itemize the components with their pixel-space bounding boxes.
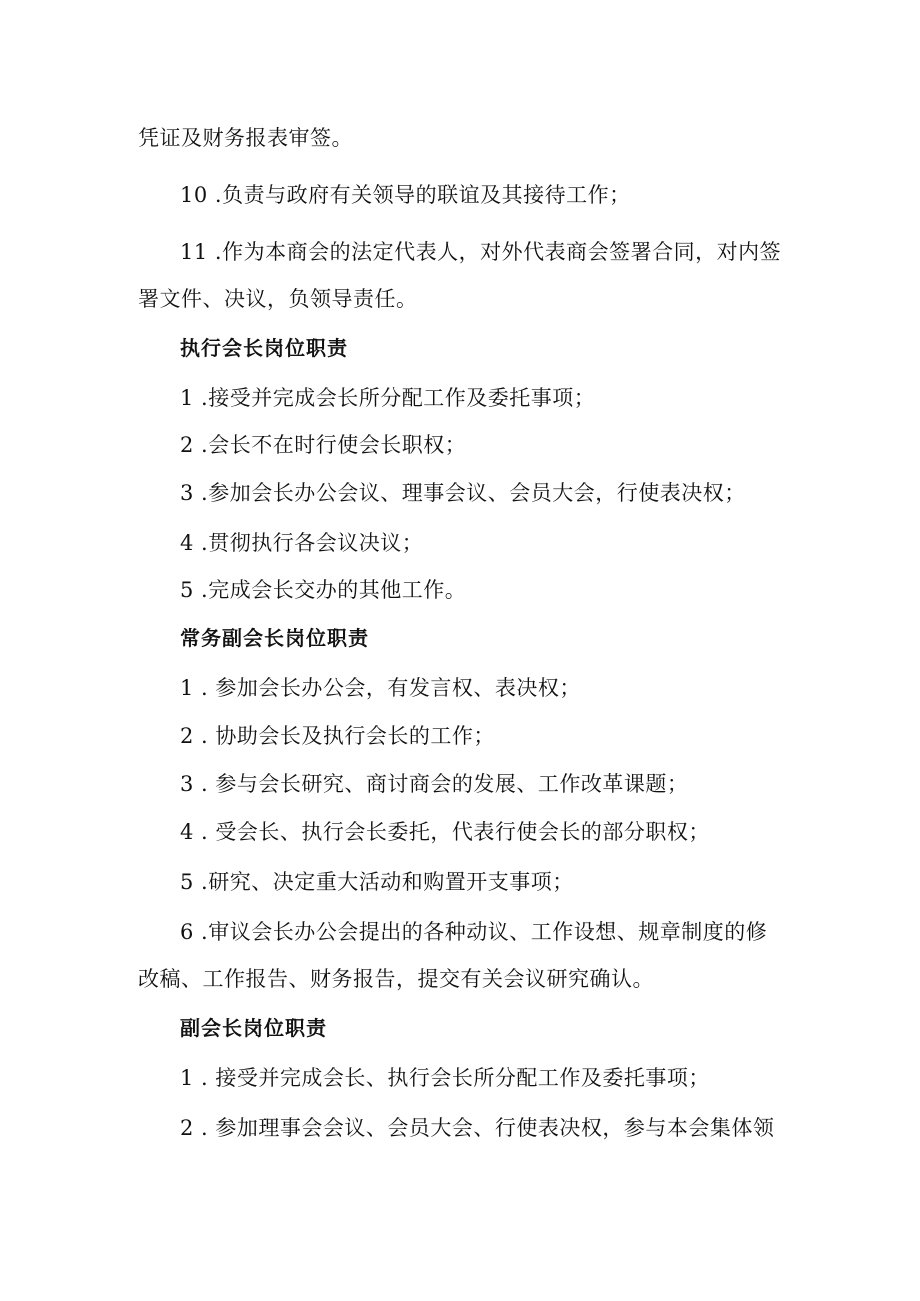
- list-item: 4 .贯彻执行各会议决议；: [180, 531, 424, 555]
- section-heading-standing: 常务副会长岗位职责: [180, 626, 369, 650]
- list-item: 2 . 协助会长及执行会长的工作；: [180, 724, 495, 748]
- list-item-continuation: 署文件、决议，负领导责任。: [138, 287, 418, 311]
- list-item: 5 .完成会长交办的其他工作。: [180, 578, 467, 602]
- list-item: 5 .研究、决定重大活动和购置开支事项；: [180, 870, 574, 894]
- list-item: 2 . 参加理事会会议、会员大会、行使表决权，参与本会集体领: [180, 1116, 775, 1140]
- list-item: 1 . 参加会长办公会，有发言权、表决权；: [180, 676, 581, 700]
- list-item: 2 .会长不在时行使会长职权；: [180, 433, 467, 457]
- list-item: 3 .参加会长办公会议、理事会议、会员大会，行使表决权；: [180, 481, 746, 505]
- list-item: 3 . 参与会长研究、商讨商会的发展、工作改革课题；: [180, 772, 689, 796]
- list-item: 1 .接受并完成会长所分配工作及委托事项；: [180, 386, 596, 410]
- list-item: 1 . 接受并完成会长、执行会长所分配工作及委托事项；: [180, 1066, 710, 1090]
- paragraph-continuation: 凭证及财务报表审签。: [138, 126, 353, 150]
- list-item: 4 . 受会长、执行会长委托，代表行使会长的部分职权；: [180, 820, 710, 844]
- section-heading-exec: 执行会长岗位职责: [180, 336, 348, 360]
- list-item: 6 .审议会长办公会提出的各种动议、工作设想、规章制度的修: [180, 920, 768, 944]
- list-item-continuation: 改稿、工作报告、财务报告，提交有关会议研究确认。: [138, 967, 654, 991]
- list-item: 10 .负责与政府有关领导的联谊及其接待工作；: [180, 183, 631, 207]
- section-heading-vice: 副会长岗位职责: [180, 1016, 327, 1040]
- list-item: 11 .作为本商会的法定代表人，对外代表商会签署合同，对内签: [180, 240, 782, 264]
